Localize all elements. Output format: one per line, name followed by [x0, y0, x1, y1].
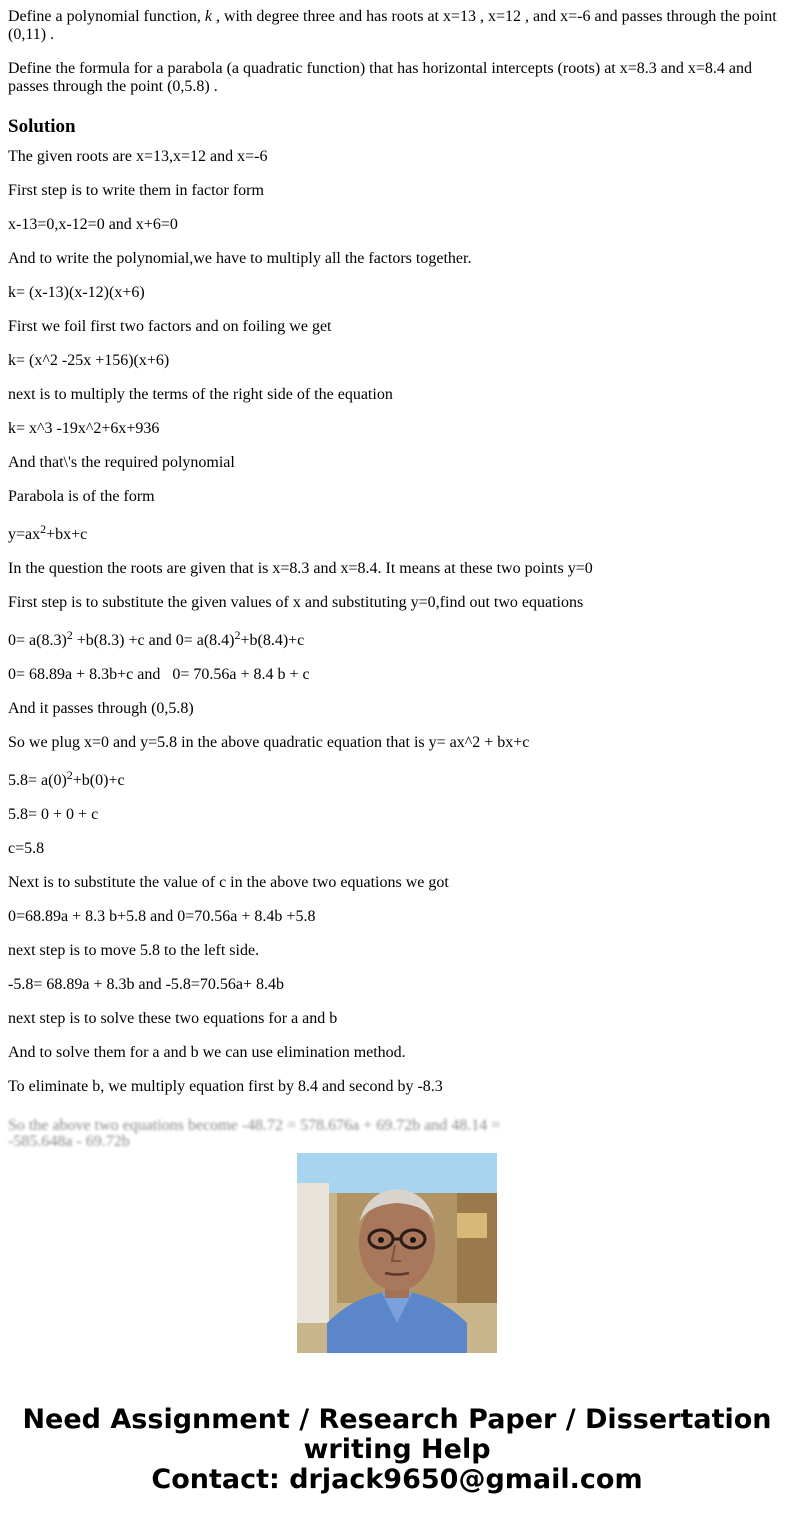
- solution-line: First step is to substitute the given values of x and substituting y=0,find out two equations: [8, 594, 584, 611]
- solution-line: k= (x^2 -25x +156)(x+6): [8, 352, 170, 369]
- solution-steps: [8, 148, 786, 1096]
- question-part-1-prefix: Define a polynomial function,: [8, 8, 205, 25]
- solution-line: next is to multiply the terms of the right side of the equation: [8, 386, 393, 403]
- solution-line: First we foil first two factors and on foiling we get: [8, 318, 332, 335]
- solution-line: And that\'s the required polynomial: [8, 454, 235, 471]
- promo-line: Need Assignment / Research Paper / Dissertation: [22, 1404, 772, 1435]
- plug-in-equation: $5.8= a(0)^2+b(0)+c$: [8, 768, 125, 789]
- author-photo: [297, 1153, 497, 1353]
- function-variable: k: [204, 8, 212, 25]
- question-part-2: Define the formula for a parabola (a quadratic function) that has horizontal intercepts (roots) at x=8.3 and x=8.4 and passes through the point (0,5.8) .: [8, 60, 752, 95]
- solution-line: k= (x-13)(x-12)(x+6): [8, 284, 145, 301]
- promo-contact: Contact: drjack9650@gmail.com: [151, 1464, 643, 1495]
- promo-line: writing Help: [303, 1434, 491, 1465]
- solution-line: c=5.8: [8, 840, 45, 857]
- solution-line: 5.8= 0 + 0 + c: [8, 806, 99, 823]
- faded-cutoff-line: So the above two equations become -48.72 = 578.676a + 69.72b and 48.14 = -585.648a - 69.72b: [8, 1117, 501, 1150]
- solution-line: To eliminate b, we multiply equation first by 8.4 and second by -8.3: [8, 1078, 443, 1095]
- solution-line: next step is to move 5.8 to the left side.: [8, 942, 260, 959]
- solution-line: 0=68.89a + 8.3 b+5.8 and 0=70.56a + 8.4b +5.8: [8, 908, 316, 925]
- solution-heading: Solution: [8, 116, 76, 137]
- solution-line: And it passes through (0,5.8): [8, 700, 194, 717]
- document-content: [8, 0, 786, 1122]
- solution-line: And to write the polynomial,we have to multiply all the factors together.: [8, 250, 472, 267]
- solution-line: The given roots are x=13,x=12 and x=-6: [8, 148, 268, 165]
- solution-line: First step is to write them in factor form: [8, 182, 264, 199]
- solution-line: Next is to substitute the value of c in the above two equations we got: [8, 874, 449, 891]
- solution-line: Parabola is of the form: [8, 488, 155, 505]
- substitution-equation: $0= a(8.3)^2 +b(8.3) +c$ and $0= a(8.4)^2+b(8.4)+c$: [8, 628, 305, 649]
- parabola-form-equation: $y=ax^2+bx+c$: [8, 522, 88, 543]
- solution-line: -5.8= 68.89a + 8.3b and -5.8=70.56a+ 8.4b: [8, 976, 285, 993]
- solution-line: 0= 68.89a + 8.3b+c and 0= 70.56a + 8.4 b + c: [8, 666, 310, 683]
- solution-line: x-13=0,x-12=0 and x+6=0: [8, 216, 178, 233]
- solution-line: So we plug x=0 and y=5.8 in the above quadratic equation that is y= ax^2 + bx+c: [8, 734, 530, 751]
- solution-line: In the question the roots are given that is x=8.3 and x=8.4. It means at these two points y=0: [8, 560, 593, 577]
- portrait-illustration: [297, 1153, 497, 1353]
- promo-banner: [0, 1405, 794, 1495]
- solution-line: And to solve them for a and b we can use elimination method.: [8, 1044, 406, 1061]
- question-part-1: [8, 8, 786, 44]
- solution-line: k= x^3 -19x^2+6x+936: [8, 420, 160, 437]
- question-part-1-suffix: , with degree three and has roots at x=13 , x=12 , and x=-6 and passes through the point (0,11) .: [8, 8, 777, 43]
- solution-line: next step is to solve these two equations for a and b: [8, 1010, 338, 1027]
